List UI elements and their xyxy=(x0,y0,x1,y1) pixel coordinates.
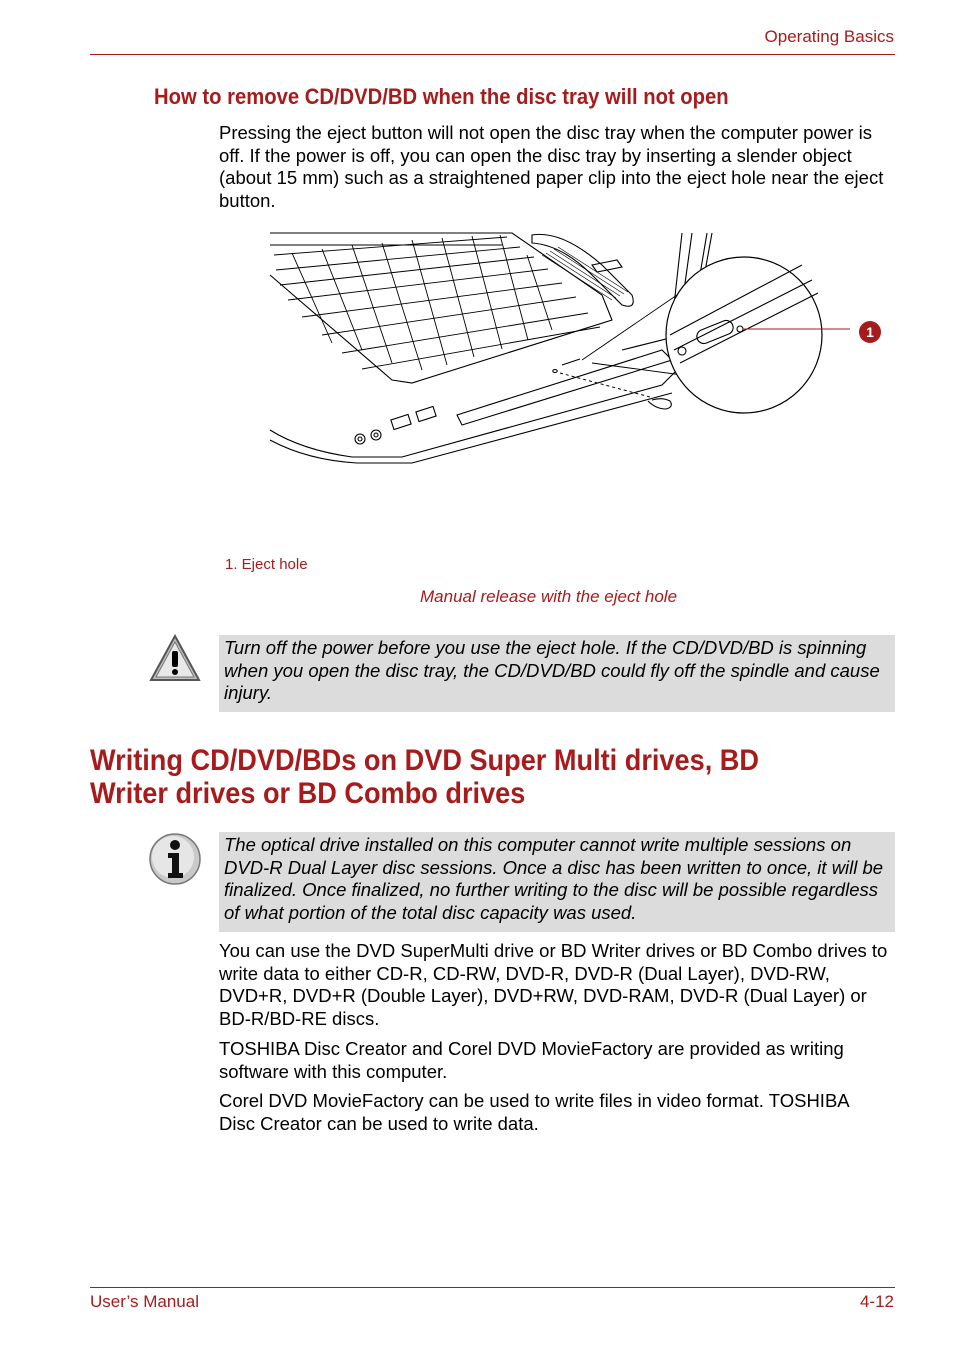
warning-icon xyxy=(148,632,202,686)
footer-manual-title: User’s Manual xyxy=(90,1292,199,1311)
figure-legend-item: 1. Eject hole xyxy=(225,556,308,573)
laptop-eject-figure xyxy=(262,225,902,475)
callout-number: 1 xyxy=(866,324,874,340)
writing-paragraph-2: TOSHIBA Disc Creator and Corel DVD MovieFactory are provided as writing software with this computer. xyxy=(219,1038,844,1082)
writing-paragraph-1: You can use the DVD SuperMulti drive or BD Writer drives or BD Combo drives to write data to either CD-R, CD-RW, DVD-R, DVD-R (Dual Layer), DVD-RW, DVD+R, DVD+R (Double Layer), DVD+RW, DVD-RAM, DVD-R (Dual Layer) or BD-R/BD-RE discs. xyxy=(219,940,888,1030)
writing-heading: Writing CD/DVD/BDs on DVD Super Multi drives, BD Writer drives or BD Combo drives xyxy=(90,744,760,810)
figure-caption: Manual release with the eject hole xyxy=(420,587,678,606)
header-rule xyxy=(90,54,895,55)
info-icon xyxy=(148,832,202,886)
writing-paragraph-3: Corel DVD MovieFactory can be used to write files in video format. TOSHIBA Disc Creator can be used to write data. xyxy=(219,1090,849,1134)
info-note: The optical drive installed on this computer cannot write multiple sessions on DVD-R Dual Layer disc sessions. Once a disc has been written to once, it will be finalized. Once finalized, no further writing to the disc will be possible regardless of what portion of the total disc capacity was used. xyxy=(219,832,895,932)
footer-rule xyxy=(90,1287,895,1288)
warning-note: Turn off the power before you use the eject hole. If the CD/DVD/BD is spinning when you open the disc tray, the CD/DVD/BD could fly off the spindle and cause injury. xyxy=(219,635,895,712)
running-header: Operating Basics xyxy=(764,27,894,46)
intro-paragraph: Pressing the eject button will not open the disc tray when the computer power is off. If the power is off, you can open the disc tray by inserting a slender object (about 15 mm) such as a straightened paper clip into the eject hole near the eject button. xyxy=(219,122,884,212)
page-number: 4-12 xyxy=(859,1292,894,1311)
section-heading: How to remove CD/DVD/BD when the disc tray will not open xyxy=(154,84,729,109)
